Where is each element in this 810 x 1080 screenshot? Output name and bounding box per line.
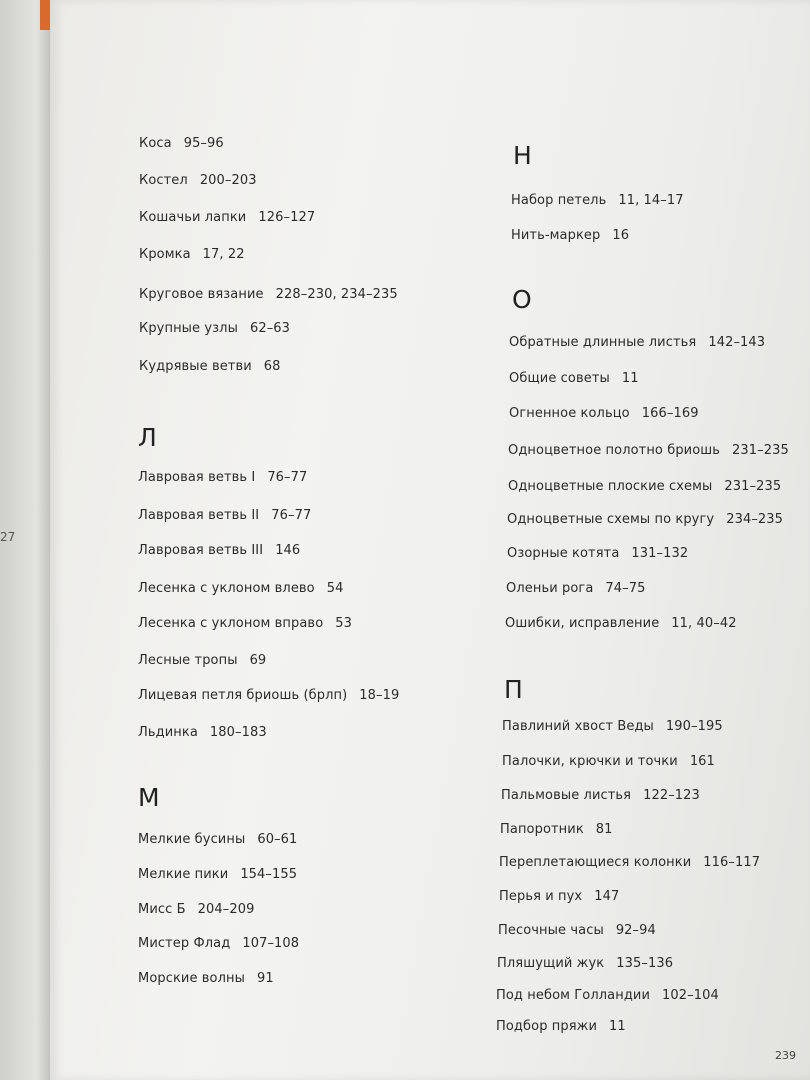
index-entry-pages: 102–104 — [662, 988, 719, 1003]
index-entry-pages: 18–19 — [359, 688, 400, 703]
index-entry-pages: 180–183 — [209, 725, 267, 740]
index-entry — [507, 512, 783, 527]
index-entry-term: Кудрявые ветви — [139, 359, 252, 374]
index-entry-pages: 142–143 — [708, 335, 766, 350]
index-entry — [138, 832, 297, 847]
index-entry-term: Круговое вязание — [139, 287, 264, 302]
index-entry-pages: 146 — [275, 543, 301, 558]
index-entry — [139, 210, 315, 225]
index-entry-term: Лавровая ветвь III — [138, 543, 264, 558]
index-entry-pages: 11 — [609, 1019, 626, 1034]
index-entry-pages: 154–155 — [240, 867, 298, 882]
index-entry-pages: 76–77 — [271, 508, 312, 523]
index-entry-term: Перья и пух — [499, 889, 583, 904]
index-entry-term: Одноцветное полотно бриошь — [508, 443, 721, 458]
index-entry — [508, 443, 789, 458]
index-entry-pages: 95–96 — [183, 136, 224, 151]
index-entry — [509, 406, 699, 421]
index-entry-pages: 231–235 — [724, 479, 782, 494]
index-entry-pages: 147 — [594, 889, 620, 904]
index-entry-pages: 11 — [621, 371, 639, 386]
index-entry — [501, 788, 700, 803]
index-entry — [511, 228, 629, 243]
index-entry — [138, 867, 297, 882]
index-entry — [139, 247, 245, 262]
index-entry — [138, 616, 352, 631]
index-entry-pages: 107–108 — [242, 936, 300, 951]
index-entry-pages: 234–235 — [726, 512, 784, 527]
index-entry — [138, 653, 266, 668]
index-entry-term: Крупные узлы — [139, 321, 238, 336]
index-section-letter: П — [504, 675, 523, 704]
index-section-letter: О — [512, 285, 532, 314]
index-entry-term: Павлиний хвост Веды — [502, 719, 654, 734]
index-entry-pages: 131–132 — [631, 546, 689, 561]
index-entry — [502, 754, 715, 769]
index-entry-term: Оленьи рога — [506, 581, 594, 596]
index-entry-term: Пляшущий жук — [497, 956, 605, 971]
index-entry — [500, 822, 613, 837]
index-entry-term: Лавровая ветвь I — [138, 470, 256, 485]
index-entry-pages: 60–61 — [257, 832, 298, 847]
index-entry-pages: 69 — [249, 653, 267, 668]
index-entry — [139, 287, 398, 302]
index-entry — [497, 956, 673, 971]
index-entry-pages: 16 — [612, 228, 630, 243]
index-entry — [138, 725, 267, 740]
index-entry-pages: 200–203 — [199, 173, 257, 188]
index-entry-term: Нить-маркер — [511, 228, 601, 243]
page-number: 239 — [775, 1049, 796, 1062]
index-entry — [139, 321, 290, 336]
index-entry — [496, 988, 719, 1003]
index-entry-pages: 68 — [263, 359, 281, 374]
index-entry — [496, 1019, 626, 1034]
index-entry-term: Льдинка — [138, 725, 198, 740]
index-entry — [138, 470, 307, 485]
index-entry-pages: 228–230, 234–235 — [275, 287, 398, 302]
book-spine-accent — [40, 0, 50, 30]
index-entry-term: Коса — [139, 136, 172, 151]
index-entry-term: Набор петель — [511, 193, 607, 208]
index-entry-pages: 76–77 — [267, 470, 308, 485]
index-entry — [138, 971, 274, 986]
index-entry — [499, 889, 619, 904]
index-entry-term: Одноцветные плоские схемы — [508, 479, 713, 494]
index-entry-term: Лавровая ветвь II — [138, 508, 260, 523]
index-entry — [511, 193, 684, 208]
index-entry-term: Кромка — [139, 247, 191, 262]
index-entry — [138, 581, 343, 596]
index-entry-term: Лицевая петля бриошь (брлп) — [138, 688, 348, 703]
index-entry-pages: 17, 22 — [202, 247, 245, 262]
index-entry-pages: 62–63 — [249, 321, 291, 336]
index-entry — [139, 173, 257, 188]
previous-page-edge — [0, 0, 52, 1080]
index-entry-term: Папоротник — [500, 822, 584, 837]
index-entry-pages: 11, 14–17 — [618, 193, 684, 208]
index-entry — [508, 479, 781, 494]
index-entry-term: Огненное кольцо — [509, 406, 630, 421]
index-entry-pages: 81 — [595, 822, 613, 837]
index-entry-term: Подбор пряжи — [496, 1019, 598, 1034]
index-entry — [507, 546, 688, 561]
index-entry — [499, 855, 760, 870]
index-entry-pages: 135–136 — [616, 956, 674, 971]
index-entry — [509, 335, 765, 350]
index-entry-term: Лесные тропы — [138, 653, 238, 668]
index-entry-term: Общие советы — [509, 371, 610, 386]
index-entry-pages: 74–75 — [605, 581, 646, 596]
index-entry-term: Под небом Голландии — [496, 988, 651, 1003]
index-entry — [138, 688, 399, 703]
index-entry-term: Пальмовые листья — [501, 788, 632, 803]
index-entry-pages: 53 — [335, 616, 352, 631]
index-entry-pages: 116–117 — [703, 855, 761, 870]
index-entry — [509, 371, 639, 386]
index-entry — [139, 359, 281, 374]
index-entry-term: Обратные длинные листья — [509, 335, 697, 350]
index-entry-pages: 166–169 — [641, 406, 699, 421]
previous-page-number-fragment: 27 — [0, 530, 16, 544]
index-entry-pages: 54 — [326, 581, 344, 596]
index-entry-pages: 91 — [257, 971, 274, 986]
index-entry-term: Лесенка с уклоном вправо — [138, 616, 324, 631]
index-entry-term: Одноцветные схемы по кругу — [507, 512, 715, 527]
index-entry — [138, 543, 300, 558]
index-page — [50, 0, 810, 1080]
index-entry-pages: 161 — [689, 754, 715, 769]
index-entry-pages: 126–127 — [258, 210, 316, 225]
index-entry-term: Мистер Флад — [138, 936, 231, 951]
index-entry — [139, 136, 224, 151]
index-entry-term: Мисс Б — [138, 902, 186, 917]
index-entry-term: Палочки, крючки и точки — [502, 754, 678, 769]
index-entry-term: Костел — [139, 173, 188, 188]
index-entry — [502, 719, 723, 734]
index-entry — [138, 508, 311, 523]
index-entry-term: Морские волны — [138, 971, 245, 986]
index-entry-pages: 11, 40–42 — [671, 616, 737, 631]
index-entry — [138, 936, 299, 951]
index-entry-term: Песочные часы — [498, 923, 604, 938]
index-entry-pages: 190–195 — [665, 719, 723, 734]
index-section-letter: М — [138, 783, 160, 812]
index-entry-term: Кошачьи лапки — [139, 210, 247, 225]
index-entry-term: Ошибки, исправление — [505, 616, 660, 631]
index-entry-pages: 231–235 — [732, 443, 789, 458]
index-entry — [138, 902, 254, 917]
index-entry-pages: 92–94 — [615, 923, 656, 938]
index-entry-pages: 204–209 — [197, 902, 255, 917]
index-entry-term: Мелкие пики — [138, 867, 229, 882]
index-entry — [498, 923, 656, 938]
index-entry-term: Переплетающиеся колонки — [499, 855, 692, 870]
index-entry-pages: 122–123 — [643, 788, 700, 803]
index-entry — [506, 581, 645, 596]
index-entry — [505, 616, 737, 631]
index-entry-term: Мелкие бусины — [138, 832, 246, 847]
index-entry-term: Лесенка с уклоном влево — [138, 581, 315, 596]
index-entry-term: Озорные котята — [507, 546, 620, 561]
index-section-letter: Н — [513, 141, 532, 170]
index-section-letter: Л — [138, 423, 157, 452]
